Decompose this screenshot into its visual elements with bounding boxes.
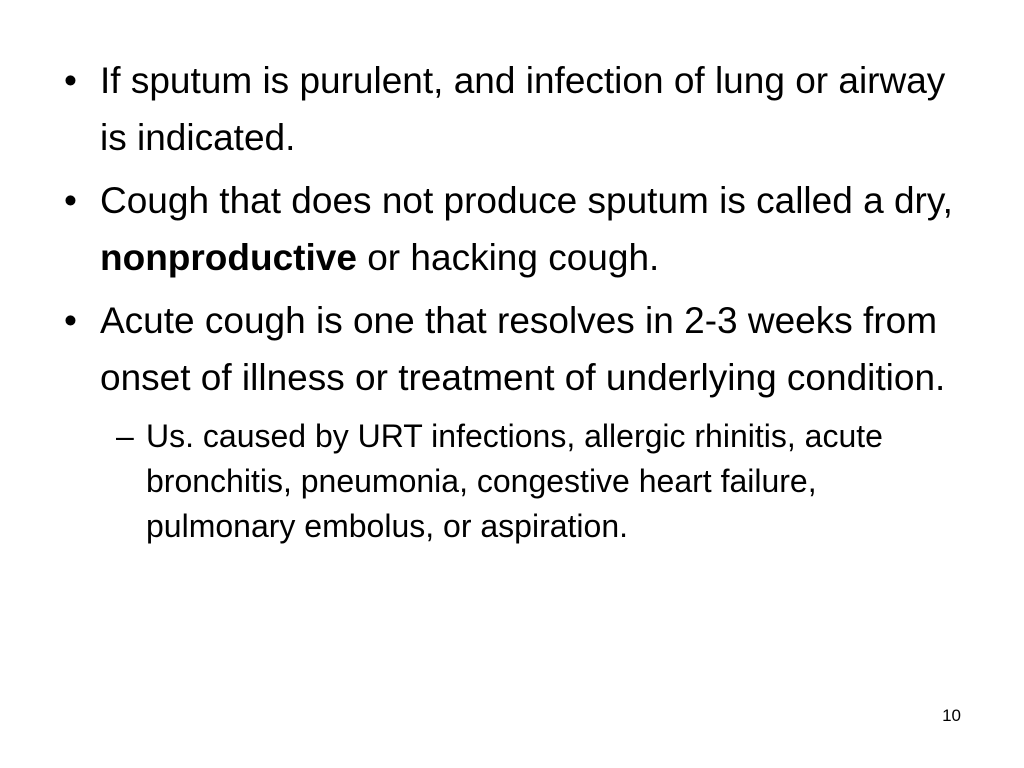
bullet-text: Acute cough is one that resolves in 2-3 weeks from onset of illness or treatment of underlying condition. (100, 300, 946, 398)
bullet-icon: • (64, 180, 77, 221)
bullet-text: If sputum is purulent, and infection of lung or airway is indicated. (100, 60, 946, 158)
bullet-item-acute-cough (64, 292, 964, 406)
bullet-icon: • (64, 300, 77, 341)
bullet-item-purulent-sputum (64, 52, 964, 166)
bullet-bold-term: nonproductive (100, 237, 357, 278)
bullet-text-end: or hacking cough. (356, 237, 660, 278)
sub-bullet-item-causes (116, 414, 964, 549)
bullet-icon: • (64, 60, 77, 101)
page-number: 10 (942, 706, 961, 725)
dash-icon: – (116, 418, 134, 454)
bullet-item-nonproductive-cough (64, 172, 964, 286)
sub-bullet-text: Us. caused by URT infections, allergic rhinitis, acute bronchitis, pneumonia, congestive heart failure, pulmonary embolus, or aspiration. (146, 418, 883, 544)
bullet-text-start: Cough that does not produce sputum is called a dry, (100, 180, 953, 221)
slide-body (64, 52, 964, 549)
